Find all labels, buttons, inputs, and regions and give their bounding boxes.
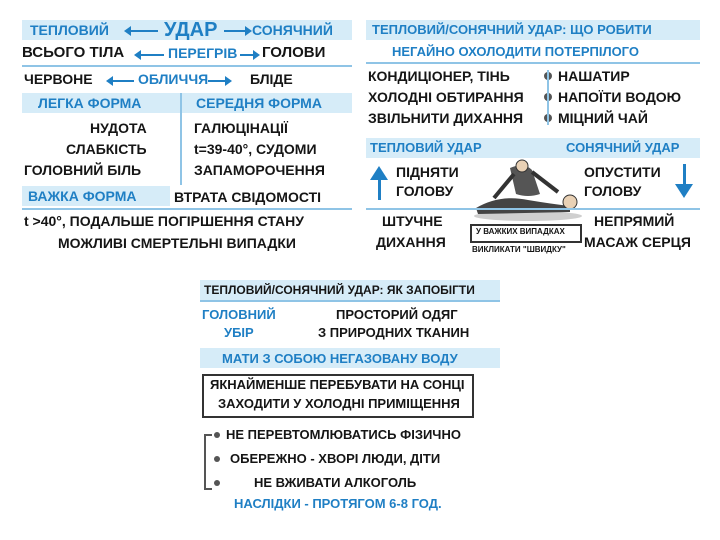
red-text: ЧЕРВОНЕ xyxy=(24,71,93,87)
heat-stroke-heading: ТЕПЛОВИЙ УДАР xyxy=(370,140,482,155)
medium-symptom: ГАЛЮЦІНАЦІЇ xyxy=(194,120,288,136)
arrow-left xyxy=(140,54,164,56)
right-action: НАШАТИР xyxy=(558,68,630,84)
bullet-dot xyxy=(214,432,220,438)
arrow-right xyxy=(208,80,226,82)
medium-symptom: ЗАПАМОРОЧЕННЯ xyxy=(194,162,325,178)
cpr-breathing: ДИХАННЯ xyxy=(376,234,446,250)
divider xyxy=(366,62,700,64)
severe-cases-text: У ВАЖКИХ ВИПАДКАХ xyxy=(476,227,565,236)
severe-symptom: t >40°, ПОДАЛЬШЕ ПОГІРШЕННЯ СТАНУ xyxy=(24,213,304,229)
left-action: ЗВІЛЬНИТИ ДИХАННЯ xyxy=(368,110,524,126)
left-action: ХОЛОДНІ ОБТИРАННЯ xyxy=(368,89,524,105)
arrow-down-icon xyxy=(675,184,693,198)
cpr-breathing: ШТУЧНЕ xyxy=(382,213,443,229)
bullet-bracket xyxy=(204,434,212,490)
sun-avoid-text: ЗАХОДИТИ У ХОЛОДНІ ПРИМІЩЕННЯ xyxy=(218,396,460,411)
arrow-right xyxy=(240,54,254,56)
panel-title: ТЕПЛОВИЙ/СОНЯЧНИЙ УДАР: ЯК ЗАПОБІГТИ xyxy=(204,283,475,297)
severe-symptom: МОЖЛИВІ СМЕРТЕЛЬНІ ВИПАДКИ xyxy=(58,235,296,251)
arrow-up-shaft xyxy=(378,178,381,200)
divider xyxy=(200,300,500,302)
rescue-illustration-icon xyxy=(470,158,586,222)
prevention-rule: ОБЕРЕЖНО - ХВОРІ ЛЮДИ, ДІТИ xyxy=(230,451,441,466)
mild-form-heading: ЛЕГКА ФОРМА xyxy=(38,95,142,111)
bullet-dot xyxy=(214,480,220,486)
divider xyxy=(366,208,700,210)
clothes-text: ПРОСТОРИЙ ОДЯГ xyxy=(336,307,458,322)
sun-stroke-label: СОНЯЧНИЙ xyxy=(252,22,333,38)
right-action: НАПОЇТИ ВОДОЮ xyxy=(558,89,682,105)
heat-stroke-label: ТЕПЛОВИЙ xyxy=(30,22,109,38)
pale-text: БЛІДЕ xyxy=(250,71,293,87)
sun-stroke-heading: СОНЯЧНИЙ УДАР xyxy=(566,140,680,155)
right-action: МІЦНИЙ ЧАЙ xyxy=(558,110,648,126)
water-text: МАТИ З СОБОЮ НЕГАЗОВАНУ ВОДУ xyxy=(222,351,458,366)
severe-symptom: ВТРАТА СВІДОМОСТІ xyxy=(174,189,322,205)
sun-action: ГОЛОВУ xyxy=(584,183,642,199)
head-text: ГОЛОВИ xyxy=(262,44,326,61)
heat-action: ГОЛОВУ xyxy=(396,183,454,199)
whole-body-text: ВСЬОГО ТІЛА xyxy=(22,44,125,61)
left-action: КОНДИЦІОНЕР, ТІНЬ xyxy=(368,68,510,84)
divider xyxy=(22,208,352,210)
medium-form-heading: СЕРЕДНЯ ФОРМА xyxy=(196,95,322,111)
arrow-right xyxy=(224,30,246,32)
sun-avoid-text: ЯКНАЙМЕНШЕ ПЕРЕБУВАТИ НА СОНЦІ xyxy=(210,377,465,392)
connector-line xyxy=(547,70,549,125)
bullet-dot xyxy=(214,456,220,462)
overheating-text: ПЕРЕГРІВ xyxy=(168,45,238,61)
divider xyxy=(180,93,182,185)
prevention-rule: НЕ ПЕРЕВТОМЛЮВАТИСЬ ФІЗИЧНО xyxy=(226,427,461,442)
panel-title: ТЕПЛОВИЙ/СОНЯЧНИЙ УДАР: ЩО РОБИТИ xyxy=(372,22,652,37)
headwear-label: ГОЛОВНИЙ xyxy=(202,307,276,322)
consequences-text: НАСЛІДКИ - ПРОТЯГОМ 6-8 ГОД. xyxy=(234,496,442,511)
cpr-massage: НЕПРЯМИЙ xyxy=(594,213,675,229)
headwear-label: УБІР xyxy=(224,325,254,340)
panel-subtitle: НЕГАЙНО ОХОЛОДИТИ ПОТЕРПІЛОГО xyxy=(392,44,639,59)
panel-what-to-do xyxy=(366,18,700,260)
mild-symptom: ГОЛОВНИЙ БІЛЬ xyxy=(24,162,142,178)
severe-form-heading: ВАЖКА ФОРМА xyxy=(28,188,137,204)
clothes-text: З ПРИРОДНИХ ТКАНИН xyxy=(318,325,470,340)
panel-prevention xyxy=(200,278,500,520)
panel-symptoms xyxy=(22,18,352,260)
medium-symptom: t=39-40°, СУДОМИ xyxy=(194,141,317,157)
call-ambulance-text: ВИКЛИКАТИ "ШВИДКУ" xyxy=(472,245,566,254)
mild-symptom: НУДОТА xyxy=(90,120,147,136)
mild-symptom: СЛАБКІСТЬ xyxy=(66,141,147,157)
cpr-massage: МАСАЖ СЕРЦЯ xyxy=(584,234,691,250)
heat-action: ПІДНЯТИ xyxy=(396,164,459,180)
stroke-title: УДАР xyxy=(164,19,218,41)
prevention-rule: НЕ ВЖИВАТИ АЛКОГОЛЬ xyxy=(254,475,417,490)
divider xyxy=(22,65,352,67)
arrow-down-shaft xyxy=(683,164,686,186)
face-text: ОБЛИЧЧЯ xyxy=(138,71,209,87)
arrow-left xyxy=(130,30,158,32)
sun-action: ОПУСТИТИ xyxy=(584,164,661,180)
arrow-left xyxy=(112,80,134,82)
